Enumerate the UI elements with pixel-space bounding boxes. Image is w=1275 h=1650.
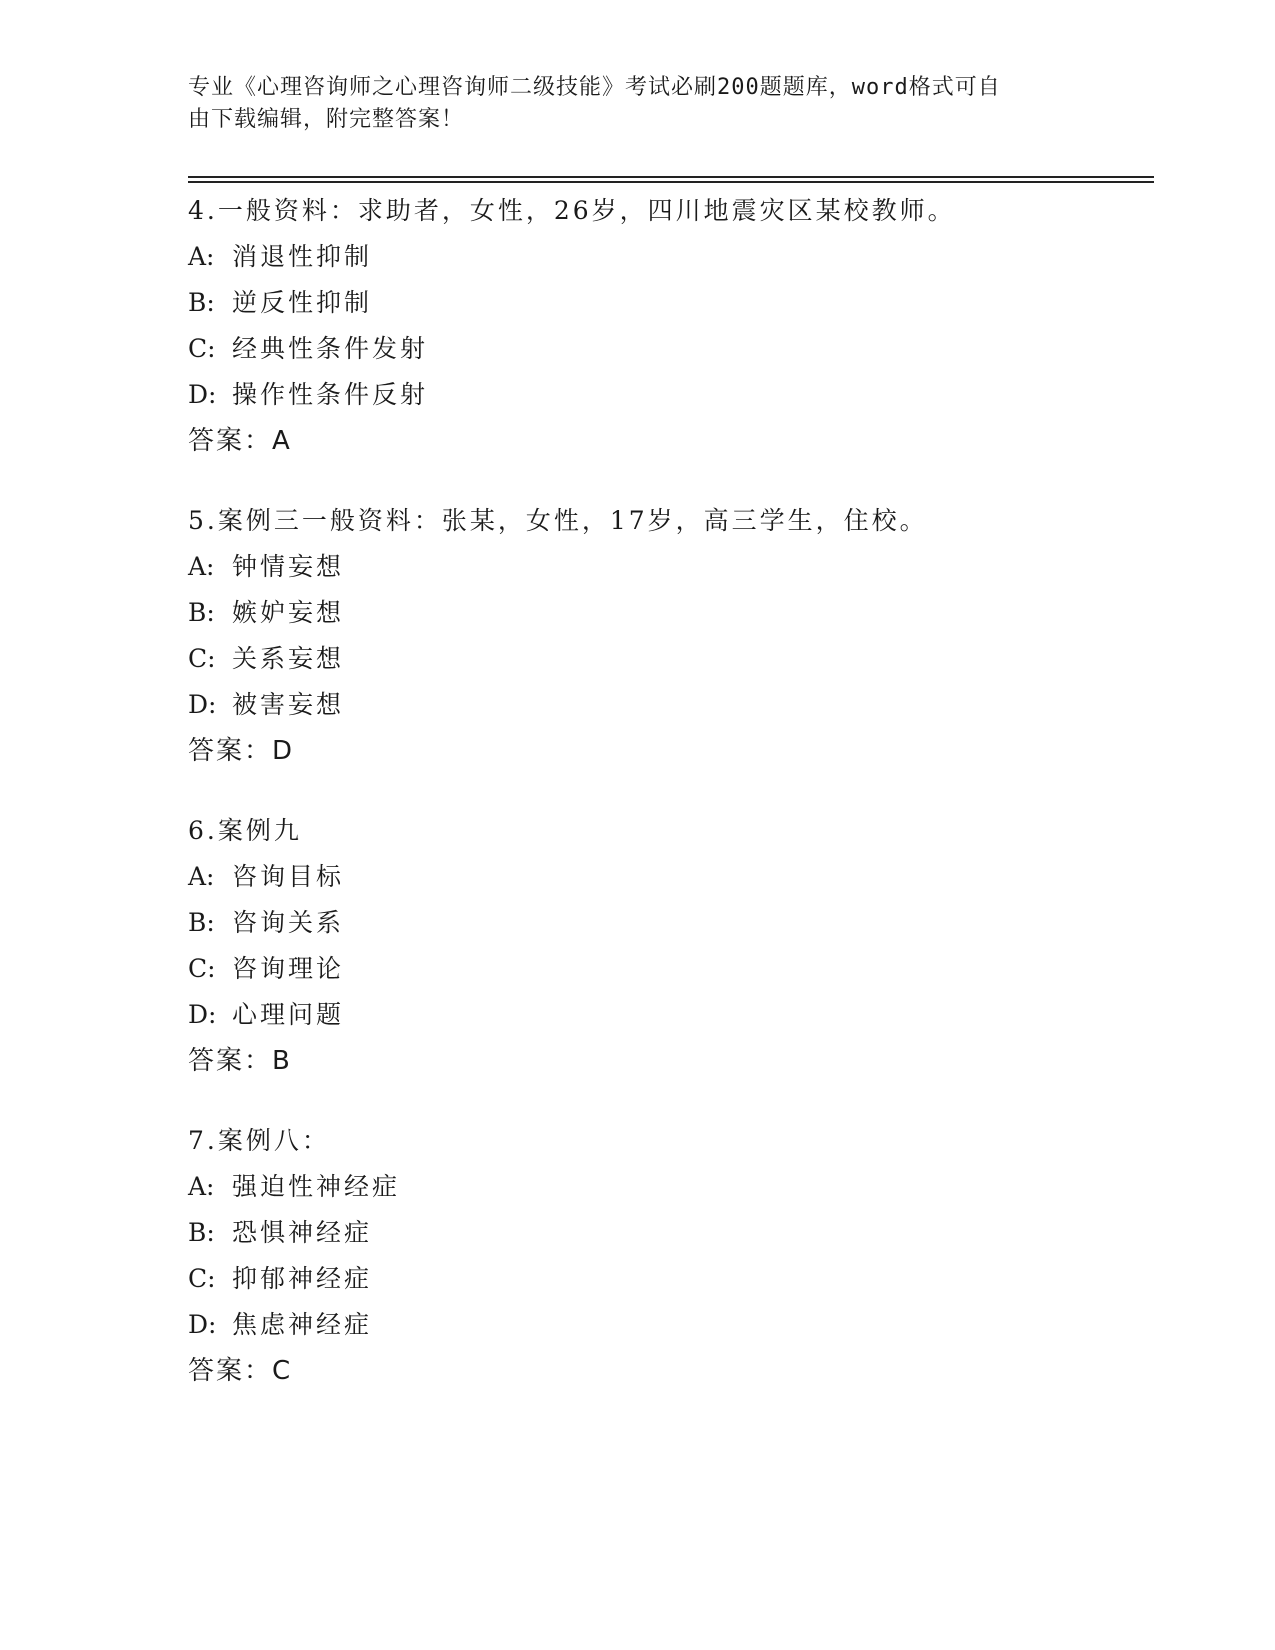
option-letter: A: xyxy=(188,862,215,891)
question-stem: 4.一般资料：求助者，女性，26岁，四川地震灾区某校教师。 xyxy=(188,196,956,225)
question-5 xyxy=(188,498,1148,774)
answer-line: 答案：A xyxy=(188,426,292,456)
answer-line: 答案：B xyxy=(188,1046,292,1076)
option-d xyxy=(188,1302,1148,1348)
option-text: 焦虑神经症 xyxy=(232,1310,373,1339)
option-text: 关系妄想 xyxy=(232,644,345,673)
header-divider-top xyxy=(188,176,1154,178)
option-b xyxy=(188,1210,1148,1256)
document-header xyxy=(188,72,1068,136)
option-letter: B: xyxy=(188,288,215,317)
option-letter: D: xyxy=(188,690,217,719)
question-6 xyxy=(188,808,1148,1084)
option-a xyxy=(188,854,1148,900)
option-letter: A: xyxy=(188,552,215,581)
option-d xyxy=(188,372,1148,418)
option-c xyxy=(188,946,1148,992)
option-a xyxy=(188,234,1148,280)
question-stem: 6.案例九 xyxy=(188,816,302,845)
option-d xyxy=(188,992,1148,1038)
option-letter: C: xyxy=(188,1264,216,1293)
option-b xyxy=(188,590,1148,636)
question-4 xyxy=(188,188,1148,464)
option-a xyxy=(188,1164,1148,1210)
question-list xyxy=(188,188,1148,1428)
answer-line: 答案：D xyxy=(188,736,295,766)
option-c xyxy=(188,1256,1148,1302)
option-c xyxy=(188,636,1148,682)
option-b xyxy=(188,280,1148,326)
option-text: 操作性条件反射 xyxy=(232,380,429,409)
option-text: 咨询理论 xyxy=(232,954,345,983)
option-letter: C: xyxy=(188,954,216,983)
option-letter: C: xyxy=(188,334,216,363)
option-letter: D: xyxy=(188,1310,217,1339)
option-c xyxy=(188,326,1148,372)
question-stem: 5.案例三一般资料：张某，女性，17岁，高三学生，住校。 xyxy=(188,506,928,535)
option-b xyxy=(188,900,1148,946)
option-text: 心理问题 xyxy=(232,1000,345,1029)
option-letter: B: xyxy=(188,598,215,627)
option-text: 嫉妒妄想 xyxy=(232,598,345,627)
option-text: 抑郁神经症 xyxy=(232,1264,373,1293)
option-text: 恐惧神经症 xyxy=(232,1218,373,1247)
answer-line: 答案：C xyxy=(188,1356,293,1386)
option-text: 钟情妄想 xyxy=(232,552,345,581)
option-letter: C: xyxy=(188,644,216,673)
option-text: 逆反性抑制 xyxy=(232,288,373,317)
option-letter: D: xyxy=(188,1000,217,1029)
option-a xyxy=(188,544,1148,590)
option-text: 经典性条件发射 xyxy=(232,334,429,363)
option-d xyxy=(188,682,1148,728)
option-letter: A: xyxy=(188,242,215,271)
question-7 xyxy=(188,1118,1148,1394)
question-stem: 7.案例八： xyxy=(188,1126,330,1155)
option-letter: A: xyxy=(188,1172,215,1201)
option-letter: B: xyxy=(188,1218,215,1247)
option-text: 咨询目标 xyxy=(232,862,345,891)
header-line-2: 由下载编辑，附完整答案！ xyxy=(188,107,465,132)
header-divider-bottom xyxy=(188,181,1154,183)
option-text: 被害妄想 xyxy=(232,690,345,719)
option-text: 消退性抑制 xyxy=(232,242,373,271)
option-text: 咨询关系 xyxy=(232,908,345,937)
header-line-1: 专业《心理咨询师之心理咨询师二级技能》考试必刷200题题库，word格式可自 xyxy=(188,75,1001,100)
option-letter: D: xyxy=(188,380,217,409)
option-text: 强迫性神经症 xyxy=(232,1172,401,1201)
option-letter: B: xyxy=(188,908,215,937)
